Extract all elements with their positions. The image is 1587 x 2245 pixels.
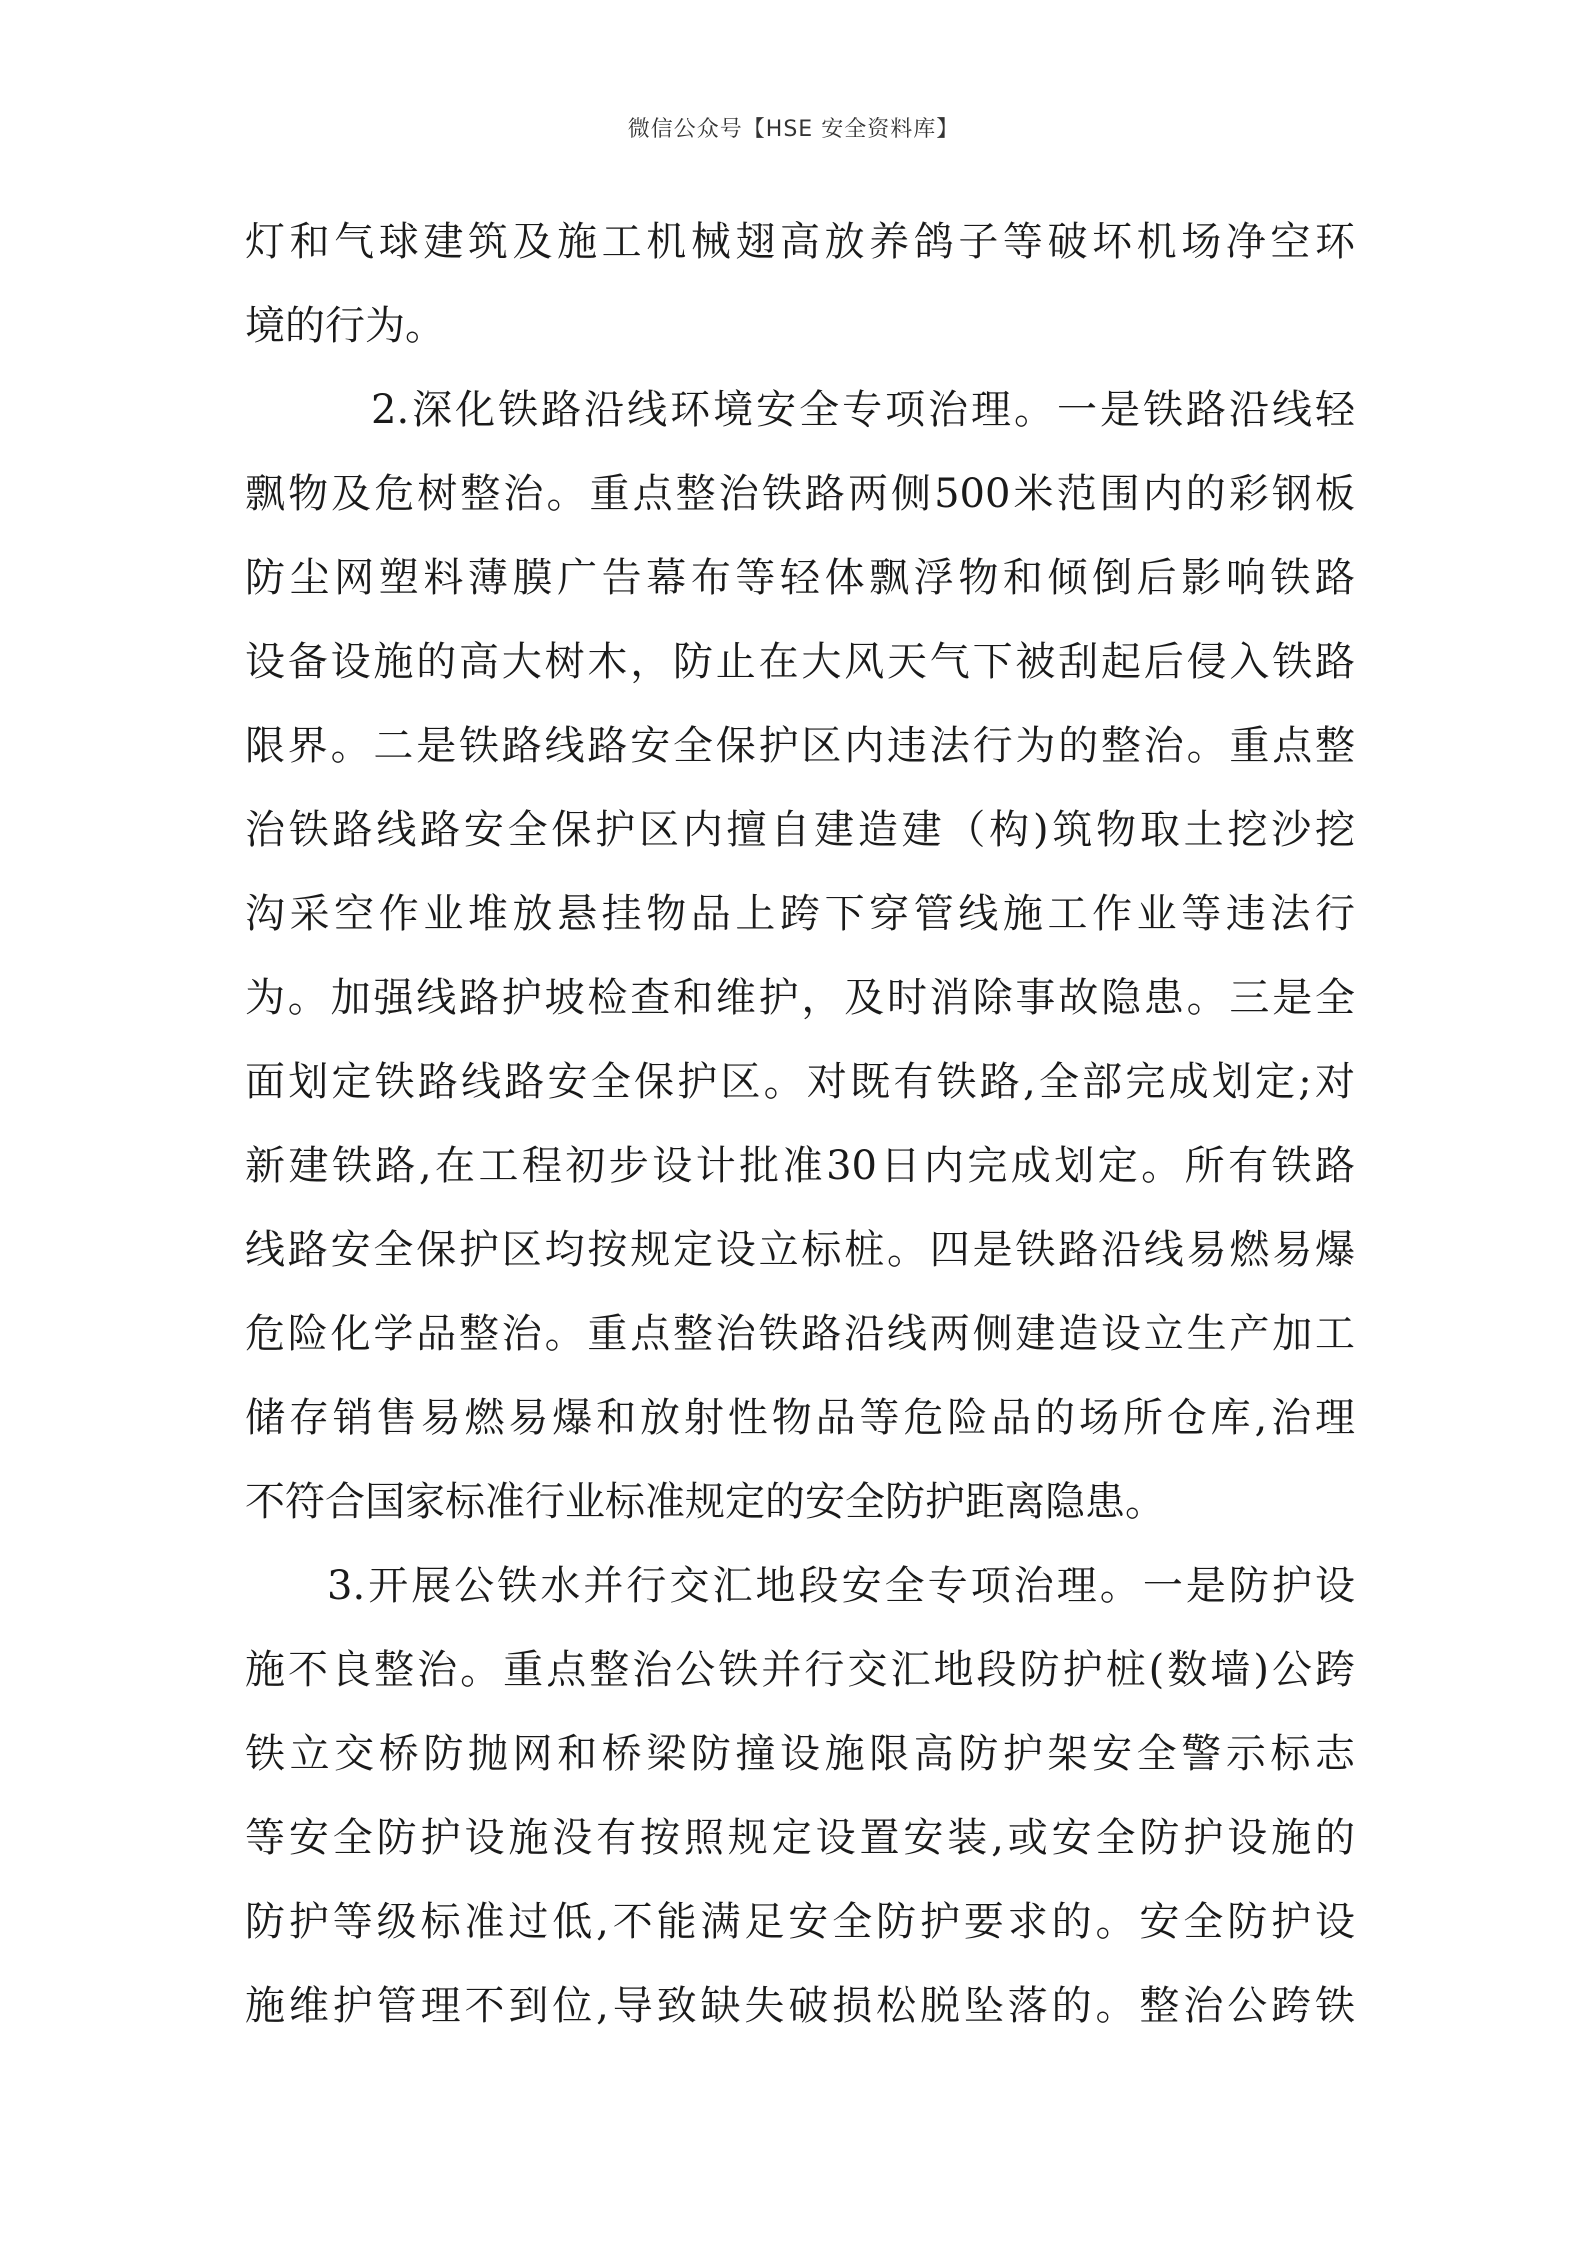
text-line: 防护等级标准过低,不能满足安全防护要求的。安全防护设 (245, 1899, 1355, 1945)
text-line: 境的行为。 (245, 303, 445, 349)
text-line: 等安全防护设施没有按照规定设置安装,或安全防护设施的 (245, 1815, 1355, 1861)
text-line: 飘物及危树整治。重点整治铁路两侧500米范围内的彩钢板 (245, 471, 1355, 517)
page-header: 微信公众号【HSE 安全资料库】 (627, 117, 960, 142)
document-body (245, 200, 1355, 2048)
text-line: 线路安全保护区均按规定设立标桩。四是铁路沿线易燃易爆 (245, 1227, 1355, 1273)
text-line: 储存销售易燃易爆和放射性物品等危险品的场所仓库,治理 (245, 1395, 1355, 1441)
text-line: 新建铁路,在工程初步设计批准30日内完成划定。所有铁路 (245, 1143, 1355, 1189)
paragraph-start-line: 3.开展公铁水并行交汇地段安全专项治理。一是防护设 (327, 1563, 1355, 1609)
text-line: 施不良整治。重点整治公铁并行交汇地段防护桩(数墙)公跨 (245, 1647, 1355, 1693)
text-line: 防尘网塑料薄膜广告幕布等轻体飘浮物和倾倒后影响铁路 (245, 555, 1355, 601)
text-line: 施维护管理不到位,导致缺失破损松脱坠落的。整治公跨铁 (245, 1983, 1355, 2029)
text-line: 沟采空作业堆放悬挂物品上跨下穿管线施工作业等违法行 (245, 891, 1355, 937)
text-line: 限界。二是铁路线路安全保护区内违法行为的整治。重点整 (245, 723, 1355, 769)
paragraph-start-line: 2.深化铁路沿线环境安全专项治理。一是铁路沿线轻 (371, 387, 1355, 433)
text-line: 治铁路线路安全保护区内擅自建造建（构)筑物取土挖沙挖 (245, 807, 1355, 853)
text-line: 灯和气球建筑及施工机械翅高放养鸽子等破坏机场净空环 (245, 219, 1355, 265)
text-line: 铁立交桥防抛网和桥梁防撞设施限高防护架安全警示标志 (245, 1731, 1355, 1777)
text-line: 危险化学品整治。重点整治铁路沿线两侧建造设立生产加工 (245, 1311, 1355, 1357)
text-line: 设备设施的高大树木，防止在大风天气下被刮起后侵入铁路 (245, 639, 1355, 685)
text-line: 面划定铁路线路安全保护区。对既有铁路,全部完成划定;对 (245, 1059, 1355, 1105)
text-line: 为。加强线路护坡检查和维护，及时消除事故隐患。三是全 (245, 975, 1355, 1021)
text-line: 不符合国家标准行业标准规定的安全防护距离隐患。 (245, 1479, 1165, 1525)
